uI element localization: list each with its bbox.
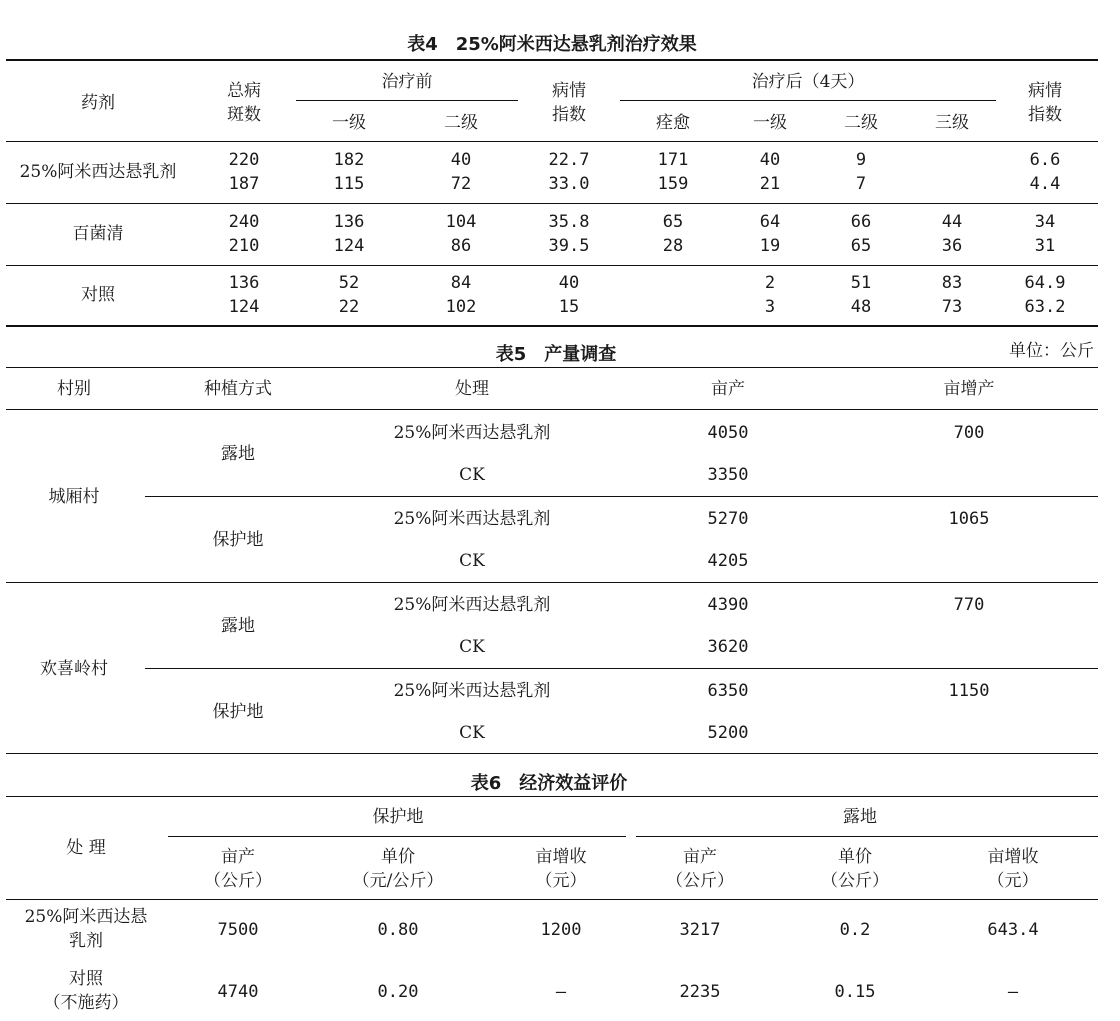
table4-cell: 210 bbox=[228, 236, 260, 256]
table4-cell: 65 bbox=[662, 212, 684, 232]
table6-header-rule bbox=[6, 899, 1098, 900]
table4-cell: 136 bbox=[228, 273, 260, 293]
table5-cell-treatment: CK bbox=[459, 723, 485, 743]
table6-header-protected: 保护地 bbox=[372, 807, 424, 827]
table4-cell: 21 bbox=[759, 174, 781, 194]
table4-header-before: 治疗前 bbox=[381, 72, 433, 92]
table6-cell: — bbox=[1007, 982, 1019, 1002]
table4-cell: 124 bbox=[228, 297, 260, 317]
table4-cell: 34 bbox=[1034, 212, 1056, 232]
table4-cell: 65 bbox=[850, 236, 872, 256]
table4-header-index2-l1: 病情 bbox=[1028, 81, 1062, 101]
table5-cell-treatment: CK bbox=[459, 637, 485, 657]
table6-cell: 0.20 bbox=[377, 982, 419, 1002]
table5-cell-treatment: 25%阿米西达悬乳剂 bbox=[393, 681, 551, 701]
table6-cell: — bbox=[555, 982, 567, 1002]
table4-cell: 52 bbox=[338, 273, 360, 293]
table6-protected-rule bbox=[168, 836, 626, 837]
table5-cell-yield: 5270 bbox=[707, 509, 749, 529]
table5-cell-yield: 4390 bbox=[707, 595, 749, 615]
table4-cell: 35.8 bbox=[548, 212, 590, 232]
table4-cell: 124 bbox=[333, 236, 365, 256]
table6-header-treatment: 处 理 bbox=[66, 838, 106, 858]
table5-cell-increase: 770 bbox=[953, 595, 985, 615]
table4-cell: 39.5 bbox=[548, 236, 590, 256]
table5-method-name: 保护地 bbox=[212, 702, 264, 722]
table5-cell-yield: 4205 bbox=[707, 551, 749, 571]
table6-subheader: 亩增收 （元） bbox=[987, 847, 1039, 891]
table4-cell: 240 bbox=[228, 212, 260, 232]
table4-group-name: 对照 bbox=[81, 285, 115, 305]
table6-title: 表6 经济效益评价 bbox=[470, 773, 628, 794]
table4-group-rule bbox=[6, 265, 1098, 266]
table4-group-name: 百菌清 bbox=[72, 224, 124, 244]
table4-cell: 86 bbox=[450, 236, 472, 256]
table6-subheader: 单价 （元/公斤） bbox=[352, 847, 444, 891]
table4-header-after-lv3: 三级 bbox=[935, 113, 969, 133]
table5-header-village: 村别 bbox=[57, 379, 91, 399]
table5-cell-treatment: 25%阿米西达悬乳剂 bbox=[393, 595, 551, 615]
table4-header-index-l2: 指数 bbox=[552, 105, 586, 125]
table5-bottom-rule bbox=[6, 753, 1098, 754]
table4-cell: 115 bbox=[333, 174, 365, 194]
table4-cell: 83 bbox=[941, 273, 963, 293]
table6-cell: 0.80 bbox=[377, 920, 419, 940]
table6-row-name: 对照 （不施药） bbox=[43, 969, 129, 1013]
table4-header-after-lv1: 一级 bbox=[753, 113, 787, 133]
table5-method-name: 保护地 bbox=[212, 530, 264, 550]
table4-header-total-l2: 斑数 bbox=[227, 105, 261, 125]
table6-header-open: 露地 bbox=[843, 807, 877, 827]
table5-header-increase: 亩增产 bbox=[943, 379, 995, 399]
table4-cell: 187 bbox=[228, 174, 260, 194]
table4-before-rule bbox=[296, 100, 518, 101]
table4-cell: 28 bbox=[662, 236, 684, 256]
table5-cell-yield: 5200 bbox=[707, 723, 749, 743]
table4-cell: 3 bbox=[764, 297, 776, 317]
table4-header-before-lv1: 一级 bbox=[332, 113, 366, 133]
table5-cell-yield: 3620 bbox=[707, 637, 749, 657]
table4-cell: 9 bbox=[855, 150, 867, 170]
table5-cell-increase: 1065 bbox=[948, 509, 990, 529]
table6-cell: 0.15 bbox=[834, 982, 876, 1002]
table4-after-rule bbox=[620, 100, 996, 101]
table4-cell: 63.2 bbox=[1024, 297, 1066, 317]
table4-cell: 64 bbox=[759, 212, 781, 232]
table5-cell-treatment: CK bbox=[459, 465, 485, 485]
table6-top-rule bbox=[6, 796, 1098, 797]
table4-cell: 72 bbox=[450, 174, 472, 194]
table5-unit: 单位：公斤 bbox=[1009, 341, 1094, 361]
table5-method-rule bbox=[145, 668, 1098, 669]
table4-cell: 2 bbox=[764, 273, 776, 293]
table6-cell: 1200 bbox=[540, 920, 582, 940]
table4-cell: 40 bbox=[450, 150, 472, 170]
table6-cell: 3217 bbox=[679, 920, 721, 940]
table4-header-index-l1: 病情 bbox=[552, 81, 586, 101]
table6-cell: 2235 bbox=[679, 982, 721, 1002]
table4-header-after-lv2: 二级 bbox=[844, 113, 878, 133]
table4-cell: 66 bbox=[850, 212, 872, 232]
table5-cell-treatment: 25%阿米西达悬乳剂 bbox=[393, 423, 551, 443]
table4-cell: 44 bbox=[941, 212, 963, 232]
table6-subheader: 单价 （公斤） bbox=[821, 847, 889, 891]
table4-cell: 31 bbox=[1034, 236, 1056, 256]
table6-subheader: 亩产 （公斤） bbox=[666, 847, 734, 891]
table4-header-total-l1: 总病 bbox=[227, 81, 261, 101]
table4-cell: 102 bbox=[445, 297, 477, 317]
table4-cell: 73 bbox=[941, 297, 963, 317]
table5-village-name: 欢喜岭村 bbox=[40, 659, 108, 679]
table4-cell: 136 bbox=[333, 212, 365, 232]
table6-subheader: 亩增收 （元） bbox=[535, 847, 587, 891]
table4-cell: 159 bbox=[657, 174, 689, 194]
table4-cell: 7 bbox=[855, 174, 867, 194]
table4-cell: 22 bbox=[338, 297, 360, 317]
table5-header-treatment: 处理 bbox=[455, 379, 489, 399]
table4-header-index2-l2: 指数 bbox=[1028, 105, 1062, 125]
table5-top-rule bbox=[6, 367, 1098, 368]
table5-village-name: 城厢村 bbox=[48, 487, 100, 507]
table5-method-name: 露地 bbox=[221, 444, 255, 464]
table5-method-name: 露地 bbox=[221, 616, 255, 636]
table5-cell-treatment: 25%阿米西达悬乳剂 bbox=[393, 509, 551, 529]
table4-cell: 4.4 bbox=[1029, 174, 1061, 194]
table4-bottom-rule bbox=[6, 325, 1098, 327]
table4-cell: 15 bbox=[558, 297, 580, 317]
table4-header-agent: 药剂 bbox=[81, 93, 115, 113]
table5-header-rule bbox=[6, 409, 1098, 410]
table6-cell: 0.2 bbox=[839, 920, 871, 940]
table6-cell: 4740 bbox=[217, 982, 259, 1002]
table6-cell: 643.4 bbox=[987, 920, 1039, 940]
table4-header-cured: 痊愈 bbox=[656, 113, 690, 133]
table4-top-rule bbox=[6, 59, 1098, 61]
table6-subheader: 亩产 （公斤） bbox=[204, 847, 272, 891]
table4-cell: 33.0 bbox=[548, 174, 590, 194]
table4-cell: 171 bbox=[657, 150, 689, 170]
table4-header-after: 治疗后（4天） bbox=[751, 72, 865, 92]
table4-cell: 84 bbox=[450, 273, 472, 293]
table5-cell-increase: 1150 bbox=[948, 681, 990, 701]
table4-cell: 40 bbox=[759, 150, 781, 170]
table6-open-rule bbox=[636, 836, 1098, 837]
table4-cell: 40 bbox=[558, 273, 580, 293]
table5-cell-yield: 3350 bbox=[707, 465, 749, 485]
table4-cell: 64.9 bbox=[1024, 273, 1066, 293]
table4-group-rule bbox=[6, 203, 1098, 204]
table4-cell: 36 bbox=[941, 236, 963, 256]
table4-header-before-lv2: 二级 bbox=[444, 113, 478, 133]
table6-cell: 7500 bbox=[217, 920, 259, 940]
table5-village-rule bbox=[6, 582, 1098, 583]
table4-cell: 19 bbox=[759, 236, 781, 256]
table5-method-rule bbox=[145, 496, 1098, 497]
table4-cell: 182 bbox=[333, 150, 365, 170]
table5-header-method: 种植方式 bbox=[204, 379, 272, 399]
table4-cell: 48 bbox=[850, 297, 872, 317]
table4-header-rule bbox=[6, 141, 1098, 142]
table4-cell: 6.6 bbox=[1029, 150, 1061, 170]
table6-row-name: 25%阿米西达悬 乳剂 bbox=[24, 907, 148, 951]
table4-cell: 104 bbox=[445, 212, 477, 232]
table4-cell: 51 bbox=[850, 273, 872, 293]
table5-cell-treatment: CK bbox=[459, 551, 485, 571]
table4-group-name: 25%阿米西达悬乳剂 bbox=[19, 162, 177, 182]
table5-title: 表5 产量调查 bbox=[495, 344, 617, 365]
table4-title: 表4 25%阿米西达悬乳剂治疗效果 bbox=[407, 34, 697, 55]
table4-cell: 22.7 bbox=[548, 150, 590, 170]
table5-header-yield: 亩产 bbox=[711, 379, 745, 399]
table5-cell-yield: 4050 bbox=[707, 423, 749, 443]
table5-cell-increase: 700 bbox=[953, 423, 985, 443]
table4-cell: 220 bbox=[228, 150, 260, 170]
table5-cell-yield: 6350 bbox=[707, 681, 749, 701]
